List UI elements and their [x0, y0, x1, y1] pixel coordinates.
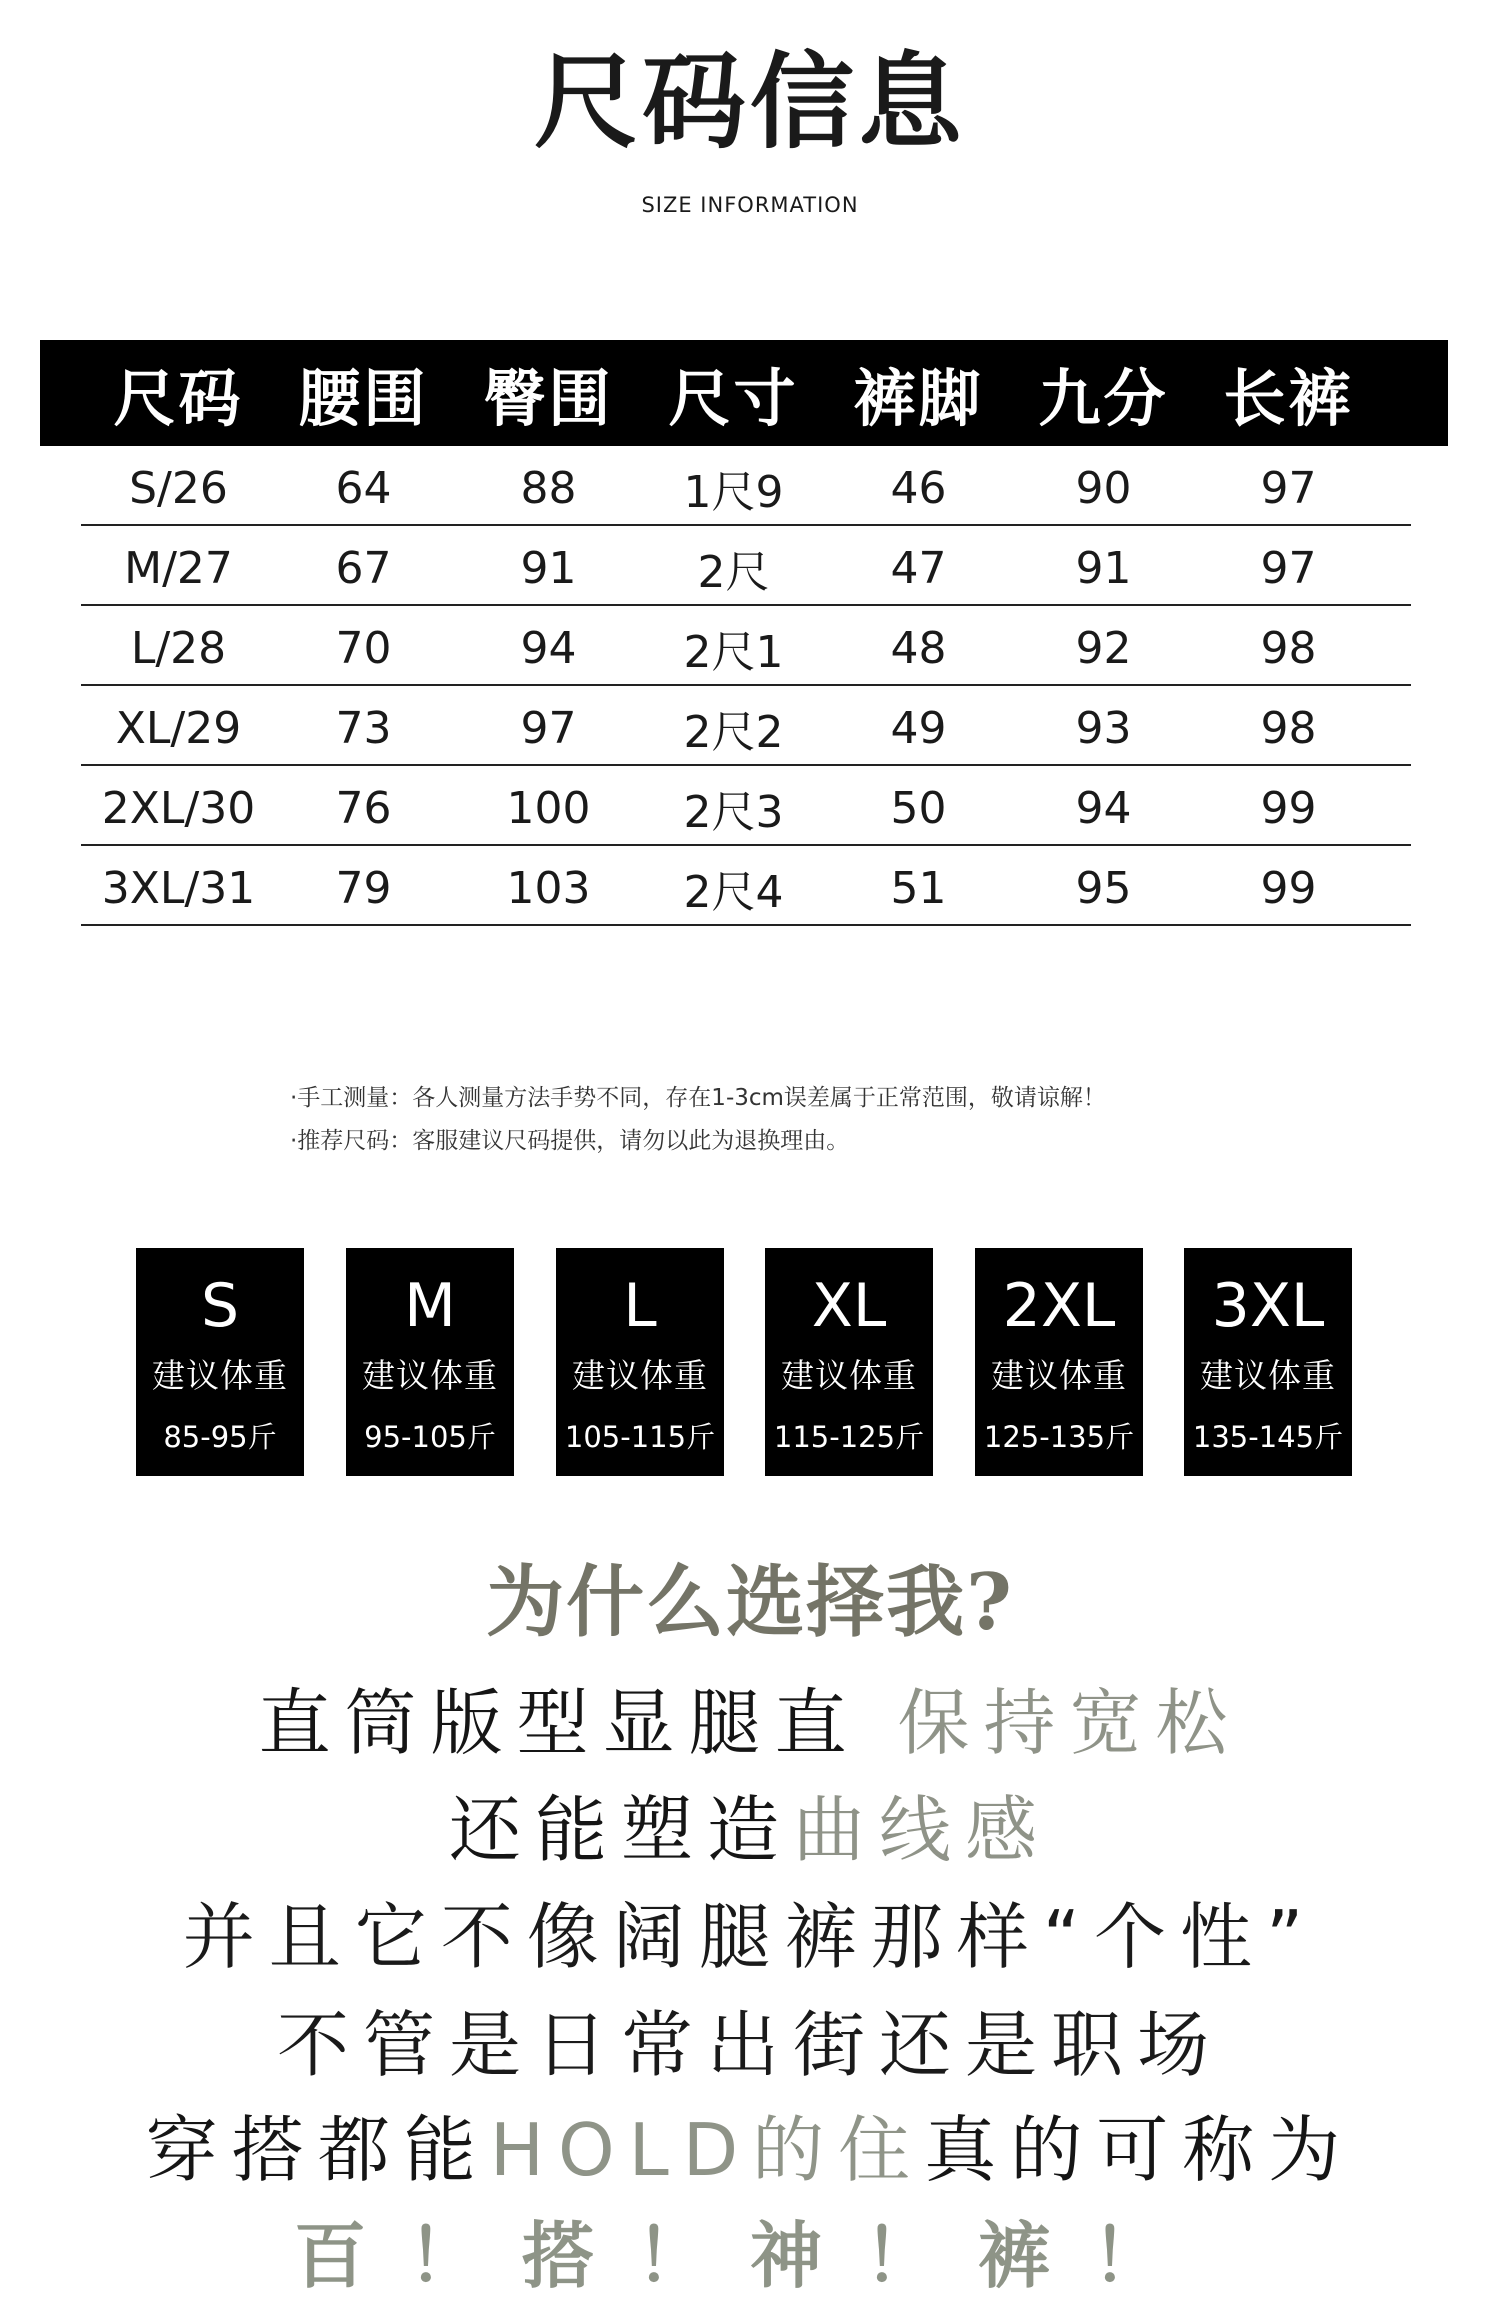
copy-line-6-slogan: 百！搭！神！裤！ [293, 2214, 1206, 2298]
table-row [81, 766, 1411, 846]
card-weight-range: 125-135斤 [983, 1420, 1135, 1454]
page-subtitle: SIZE INFORMATION [641, 193, 859, 217]
size-table [40, 340, 1448, 926]
table-cell: 97 [520, 702, 577, 754]
card-size-label: XL [811, 1271, 887, 1341]
table-cell: 97 [1260, 542, 1317, 594]
table-cell: 99 [1260, 782, 1317, 834]
weight-card-2xl [975, 1248, 1143, 1476]
table-cell: 51 [890, 862, 947, 914]
table-cell: 64 [335, 462, 392, 514]
header-cell-size: 尺码 [113, 361, 244, 435]
note-manual-measurement: ·手工测量：各人测量方法手势不同，存在1-3cm误差属于正常范围，敬请谅解！ [290, 1085, 1106, 1111]
card-suggest-label: 建议体重 [572, 1356, 708, 1395]
table-cell: 1尺9 [683, 467, 784, 518]
card-suggest-label: 建议体重 [991, 1356, 1127, 1395]
card-weight-range: 85-95斤 [163, 1420, 277, 1454]
table-cell: 88 [520, 462, 577, 514]
table-cell: 70 [335, 622, 392, 674]
table-cell: 50 [890, 782, 947, 834]
card-weight-range: 115-125斤 [773, 1420, 925, 1454]
copy-line-2-dark: 还能塑造 [448, 1788, 793, 1872]
card-size-label: L [623, 1271, 657, 1341]
table-cell: 94 [520, 622, 577, 674]
table-cell: 76 [335, 782, 392, 834]
weight-card-xl [765, 1248, 933, 1476]
table-cell: 92 [1075, 622, 1132, 674]
table-cell: 3XL/31 [101, 862, 256, 914]
why-choose-heading: 为什么选择我? [486, 1557, 1014, 1648]
size-table-header [40, 340, 1448, 446]
card-size-label: S [200, 1271, 240, 1341]
measurement-notes [290, 1077, 1106, 1163]
table-cell: 95 [1075, 862, 1132, 914]
copy-line-1-dark: 直筒版型显腿直 [258, 1681, 861, 1765]
weight-card-3xl [1184, 1248, 1352, 1476]
copy-line-2 [0, 1772, 1500, 1876]
table-cell: 46 [890, 462, 947, 514]
note-recommended-size: ·推荐尺码：客服建议尺码提供，请勿以此为退换理由。 [290, 1128, 850, 1154]
copy-line-1-accent: 保持宽松 [897, 1681, 1242, 1765]
copy-line-5-tail: 真的可称为 [924, 2108, 1355, 2192]
card-suggest-label: 建议体重 [152, 1356, 288, 1395]
table-cell: XL/29 [115, 702, 242, 754]
header-cell-full-length: 长裤 [1223, 361, 1354, 435]
table-cell: 47 [890, 542, 947, 594]
card-weight-range: 105-115斤 [564, 1420, 716, 1454]
table-row [81, 846, 1411, 926]
table-cell: 2尺3 [683, 787, 784, 838]
copy-line-5 [0, 2092, 1500, 2196]
card-weight-range: 95-105斤 [364, 1420, 496, 1454]
table-cell: 48 [890, 622, 947, 674]
table-cell: 49 [890, 702, 947, 754]
card-suggest-label: 建议体重 [1200, 1356, 1336, 1395]
table-cell: 98 [1260, 702, 1317, 754]
table-cell: 2XL/30 [101, 782, 256, 834]
table-cell: 93 [1075, 702, 1132, 754]
copy-line-5-dark: 穿搭都能 [145, 2108, 490, 2192]
copy-line-4: 不管是日常出街还是职场 [276, 2003, 1223, 2087]
table-cell: S/26 [129, 462, 228, 514]
header-cell-waist: 腰围 [298, 361, 429, 435]
weight-card-s [136, 1248, 304, 1476]
table-cell: 73 [335, 702, 392, 754]
card-weight-range: 135-145斤 [1192, 1420, 1344, 1454]
card-size-label: M [404, 1271, 456, 1341]
card-suggest-label: 建议体重 [362, 1356, 498, 1395]
table-cell: 91 [1075, 542, 1132, 594]
table-cell: 2尺4 [683, 867, 784, 918]
card-size-label: 3XL [1211, 1271, 1325, 1341]
copy-line-1 [0, 1665, 1500, 1769]
table-row [81, 686, 1411, 766]
weight-card-l [556, 1248, 724, 1476]
copy-line-3: 并且它不像阔腿裤那样“个性” [182, 1895, 1318, 1979]
table-cell: 99 [1260, 862, 1317, 914]
table-cell: 98 [1260, 622, 1317, 674]
header-cell-measure: 尺寸 [668, 361, 799, 435]
size-table-body [81, 446, 1411, 926]
card-suggest-label: 建议体重 [781, 1356, 917, 1395]
table-cell: L/28 [130, 622, 227, 674]
table-cell: 2尺1 [683, 627, 784, 678]
table-row [81, 526, 1411, 606]
header-cell-hip: 臀围 [483, 361, 614, 435]
weight-cards [136, 1248, 1352, 1476]
table-row [81, 446, 1411, 526]
table-cell: 67 [335, 542, 392, 594]
table-cell: 79 [335, 862, 392, 914]
page-title: 尺码信息 [533, 41, 966, 163]
copy-line-2-accent: 曲线感 [793, 1788, 1052, 1872]
table-cell: 94 [1075, 782, 1132, 834]
table-cell: 103 [506, 862, 591, 914]
table-cell: 97 [1260, 462, 1317, 514]
table-cell: 91 [520, 542, 577, 594]
table-cell: 90 [1075, 462, 1132, 514]
table-row [81, 606, 1411, 686]
table-cell: 100 [506, 782, 591, 834]
copy-line-5-accent: HOLD的住 [489, 2108, 925, 2192]
header-cell-ninth-length: 九分 [1038, 361, 1169, 435]
card-size-label: 2XL [1002, 1271, 1116, 1341]
header-cell-hem: 裤脚 [853, 361, 984, 435]
table-cell: 2尺 [697, 547, 770, 598]
table-cell: M/27 [124, 542, 233, 594]
weight-card-m [346, 1248, 514, 1476]
table-cell: 2尺2 [683, 707, 784, 758]
